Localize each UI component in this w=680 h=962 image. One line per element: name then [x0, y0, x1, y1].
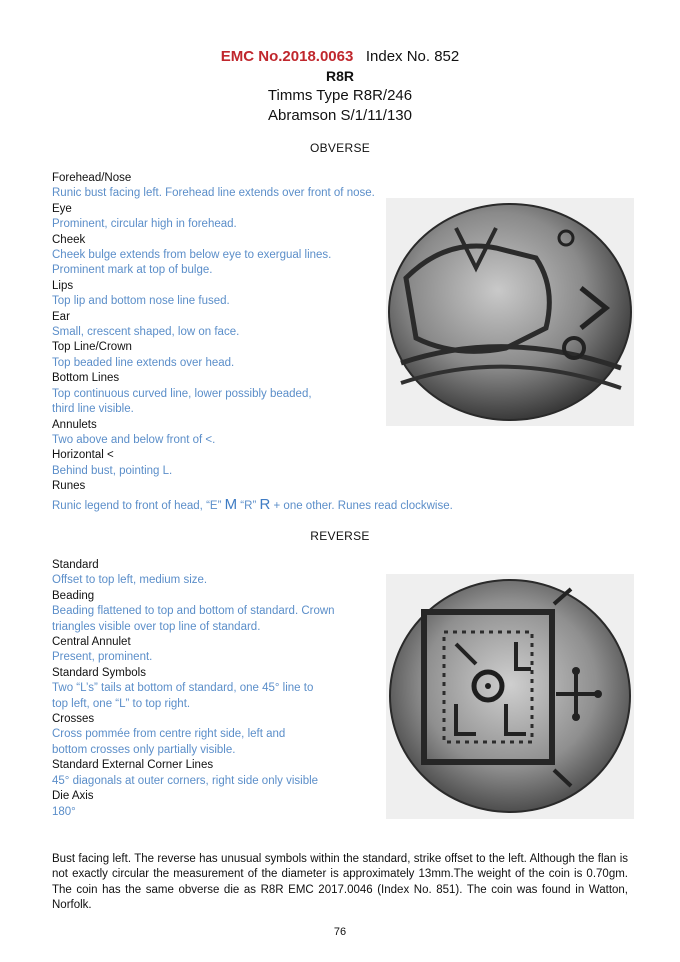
obverse-value: Small, crescent shaped, low on face. [52, 326, 240, 339]
obverse-value: Top lip and bottom nose line fused. [52, 295, 230, 308]
runes-label: Runes [52, 480, 86, 493]
obverse-value: Runic bust facing left. Forehead line extends over front of nose. [52, 187, 375, 200]
runes-text-pre: Runic legend to front of head, “E” [52, 499, 225, 512]
obverse-value: third line visible. [52, 403, 134, 416]
reverse-value: Two “L’s” tails at bottom of standard, one 45° line to [52, 682, 314, 695]
emc-number: EMC No.2018.0063 [220, 48, 354, 65]
reverse-label: Standard External Corner Lines [52, 759, 214, 772]
reverse-coin-drawing [386, 574, 634, 819]
reverse-label: Central Annulet [52, 636, 131, 649]
reverse-value: Present, prominent. [52, 651, 153, 664]
reverse-value: bottom crosses only partially visible. [52, 743, 236, 756]
reverse-value: triangles visible over top line of standard. [52, 620, 261, 633]
reverse-value: Cross pommée from centre right side, left and [52, 728, 286, 741]
obverse-value: Behind bust, pointing L. [52, 464, 173, 477]
obverse-value: Cheek bulge extends from below eye to exergual lines. [52, 249, 332, 262]
reverse-value: Beading flattened to top and bottom of standard. Crown [52, 605, 335, 618]
obverse-label: Bottom Lines [52, 372, 120, 385]
obverse-label: Top Line/Crown [52, 341, 132, 354]
reverse-value: Offset to top left, medium size. [52, 574, 208, 587]
reverse-value: top left, one “L” to top right. [52, 697, 191, 710]
reverse-label: Standard [52, 559, 99, 571]
runes-value [52, 497, 453, 514]
obverse-value: Top continuous curved line, lower possibly beaded, [52, 387, 312, 400]
obverse-label: Forehead/Nose [52, 172, 132, 184]
obverse-coin-drawing [386, 198, 634, 426]
obverse-heading: OBVERSE [309, 141, 371, 155]
reverse-heading: REVERSE [310, 529, 370, 543]
abramson-ref: Abramson S/1/11/130 [268, 107, 412, 124]
obverse-value: Two above and below front of <. [52, 433, 216, 446]
timms-type: Timms Type R8R/246 [267, 87, 413, 104]
obverse-label: Annulets [52, 418, 97, 431]
obverse-value: Top beaded line extends over head. [52, 356, 235, 369]
reverse-list [52, 558, 335, 820]
reverse-label: Die Axis [52, 790, 94, 803]
obverse-label: Lips [52, 279, 74, 292]
index-number: Index No. 852 [365, 48, 460, 65]
obverse-coin-image [386, 198, 634, 426]
reverse-label: Standard Symbols [52, 666, 146, 679]
reverse-coin-image [386, 574, 634, 819]
runes-text-mid: “R” [237, 499, 260, 512]
obverse-label: Cheek [52, 233, 86, 246]
obverse-value: Prominent, circular high in forehead. [52, 218, 237, 231]
reverse-label: Crosses [52, 713, 95, 726]
obverse-value: Prominent mark at top of bulge. [52, 264, 213, 277]
obverse-label: Eye [52, 202, 72, 215]
obverse-label: Horizontal < [52, 449, 114, 462]
rune-r-glyph: R [259, 495, 271, 513]
runes-text-post: + one other. Runes read clockwise. [270, 499, 453, 512]
reverse-value: 45° diagonals at outer corners, right side only visible [52, 774, 319, 787]
page-number: 76 [333, 926, 347, 938]
rune-m-glyph: M [224, 495, 238, 513]
reverse-value: 180° [52, 805, 76, 818]
type-code: R8R [325, 68, 354, 84]
reverse-label: Beading [52, 589, 95, 602]
obverse-label: Ear [52, 310, 70, 323]
description-paragraph: Bust facing left. The reverse has unusual symbols within the standard, strike offset to the left. Although the flan is not exactly circular the measurement of the diameter is approximately 13mm.The weight of the coin is 0.70gm. The coin has the same obverse die as R8R EMC 2017.0046 (Index No. 851). The coin was found in Watton, Norfolk. [52, 853, 628, 912]
record-header [0, 48, 680, 65]
